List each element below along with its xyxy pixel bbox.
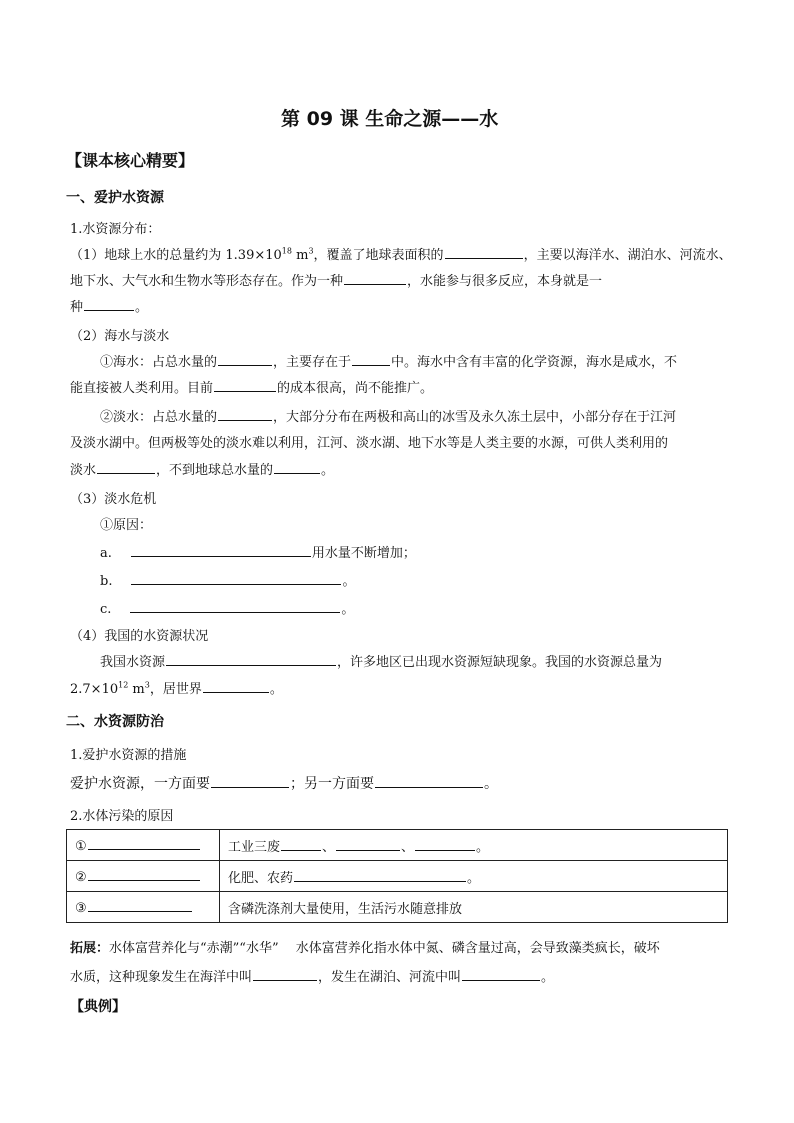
paragraph-total-water-line2: 地下水、大气水和生物水等形态存在。作为一种 ，水能参与很多反应，本身就是一 [70, 274, 603, 289]
freshwater-line3: 淡水 ，不到地球总水量的 。 [70, 463, 335, 478]
blank-fresh-fraction[interactable] [274, 461, 320, 474]
seawater-line: ①海水：占总水量的 ，主要存在于 中。海水中含有丰富的化学资源，海水是咸水，不 [100, 355, 678, 370]
crisis-heading: （3）淡水危机 [70, 492, 157, 507]
section1-heading: 一、爱护水资源 [66, 190, 164, 206]
cause-a: a. 用水量不断增加； [100, 546, 416, 561]
table-cell: ① [67, 830, 220, 861]
blank-usable-fresh[interactable] [97, 461, 155, 474]
blank-algal-bloom[interactable] [462, 968, 540, 981]
table-cell: 工业三废 、 、 。 [220, 830, 728, 861]
table-row [67, 861, 728, 892]
china-line2: $2.7\times 10^{12}$ $m^3$，居世界 。 [70, 680, 283, 697]
blank-red-tide[interactable] [253, 968, 317, 981]
paragraph-total-water: （1）地球上水的总量约为 $1.39\times 10^{18}$ $m^3$，覆盖了地球表面积的 ，主要以海洋水、湖泊水、河流水、 [70, 246, 732, 263]
blank-measure-1[interactable] [211, 775, 289, 788]
blank-fresh-percent[interactable] [218, 408, 272, 421]
extension-line: 拓展：水体富营养化与“赤潮”“水华” 水体富营养化指水体中氮、磷含量过高，会导致藻类疯长，破坏 [70, 941, 660, 956]
table-row [67, 830, 728, 861]
blank-role[interactable] [344, 272, 406, 285]
blank-measure-2[interactable] [375, 775, 483, 788]
section2-heading: 二、水资源防治 [66, 714, 164, 730]
blank-industrial-2[interactable] [336, 838, 400, 851]
table-row [67, 892, 728, 923]
freshwater-line2: 及淡水湖中。但两极等处的淡水难以利用，江河、淡水湖、地下水等是人类主要的水源，可供人类利用的 [70, 436, 669, 451]
sea-fresh-heading: （2）海水与淡水 [70, 329, 170, 344]
cause-b: b. 。 [100, 574, 356, 589]
table-cell: 化肥、农药 。 [220, 861, 728, 892]
blank-row2-source[interactable] [88, 868, 200, 881]
blank-desalination[interactable] [214, 379, 276, 392]
blank-sea-location[interactable] [352, 353, 390, 366]
blank-cause-a[interactable] [131, 544, 311, 557]
paragraph-total-water-line3: 种 。 [70, 300, 149, 315]
blank-china-status[interactable] [166, 653, 336, 666]
table-cell: 含磷洗涤剂大量使用，生活污水随意排放 [220, 892, 728, 923]
blank-substance[interactable] [84, 298, 134, 311]
pollution-table [66, 829, 728, 923]
pollution-heading: 2.水体污染的原因 [70, 809, 174, 824]
blank-industrial-3[interactable] [415, 838, 475, 851]
sub-distribution: 1.水资源分布： [70, 222, 161, 237]
blank-row1-source[interactable] [88, 837, 200, 850]
extension-line2: 水质，这种现象发生在海洋中叫 ，发生在湖泊、河流中叫 。 [70, 970, 555, 985]
blank-industrial-1[interactable] [281, 838, 321, 851]
table-cell: ② [67, 861, 220, 892]
china-line: 我国水资源 ，许多地区已出现水资源短缺现象。我国的水资源总量为 [100, 655, 663, 670]
core-heading: 【课本核心精要】 [66, 151, 195, 170]
blank-coverage[interactable] [445, 246, 523, 259]
blank-sea-percent[interactable] [218, 353, 272, 366]
seawater-line2: 能直接被人类利用。目前 的成本很高，尚不能推广。 [70, 381, 434, 396]
page-title: 第 09 课 生命之源——水 [281, 108, 499, 130]
china-heading: （4）我国的水资源状况 [70, 629, 209, 644]
blank-cause-b[interactable] [131, 572, 341, 585]
table-cell: ③ [67, 892, 220, 923]
measures-line: 爱护水资源，一方面要 ；另一方面要 。 [70, 776, 498, 792]
cause-heading: ①原因： [100, 518, 153, 533]
blank-cause-c[interactable] [130, 600, 340, 613]
example-heading: 【典例】 [70, 999, 126, 1015]
freshwater-line: ②淡水：占总水量的 ，大部分分布在两极和高山的冰雪及永久冻土层中，小部分存在于江河 [100, 410, 677, 425]
cause-c: c. 。 [100, 602, 355, 617]
measures-heading: 1.爱护水资源的措施 [70, 748, 187, 763]
blank-fertilizer[interactable] [294, 869, 466, 882]
blank-row3-source[interactable] [88, 899, 192, 912]
blank-world-rank[interactable] [203, 680, 269, 693]
